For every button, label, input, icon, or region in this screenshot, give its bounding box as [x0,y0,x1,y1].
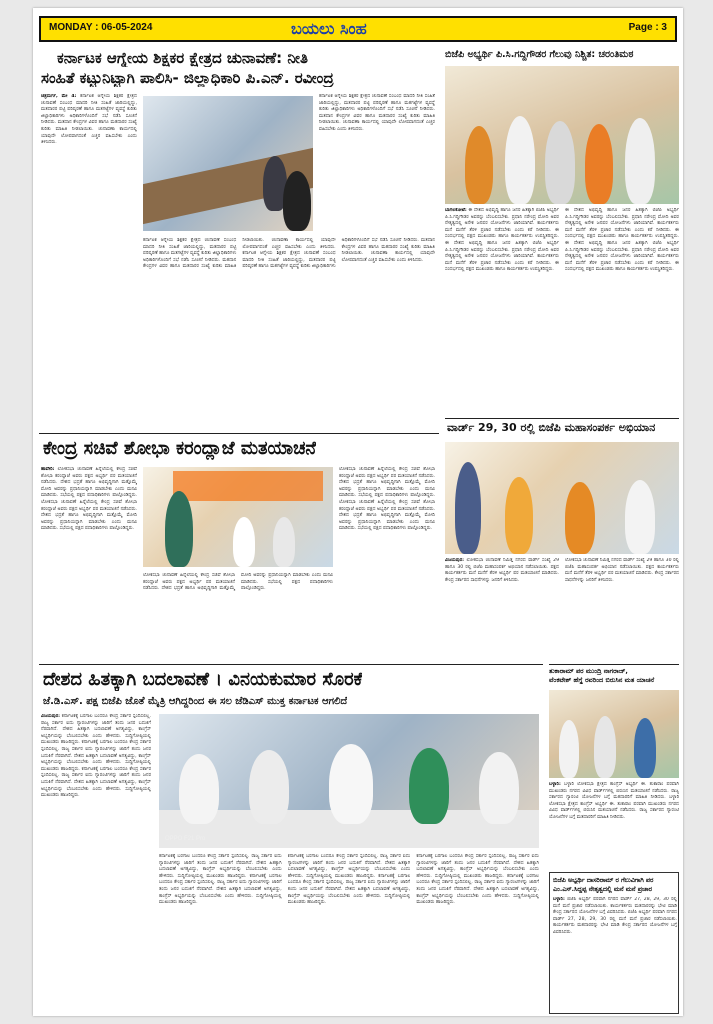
person-shape [409,748,449,824]
person-shape [465,126,493,204]
newspaper-title: ಬಯಲು ಸಿಂಹ [291,19,367,38]
body-text: ಬಿಜೆಪಿ ಅಭ್ಯರ್ಥಿ ಪರವಾಗಿ ನಗರದ ವಾರ್ಡ್ 27, 28, 29, 30 ರಲ್ಲಿ ಮನೆ ಮನೆ ಪ್ರಚಾರ ನಡೆಸಲಾಯಿತು. ಕಾರ್ಯಕರ್ತರು ಮತದಾರರನ್ನು ಭೇಟಿ ಮಾಡಿ ಕೇಂದ್ರ ಸರ್ಕಾರದ ಯೋಜನೆಗಳ ಬಗ್ಗೆ ವಿವರಿಸಿದರು. [553,910,677,935]
body-text: ಕರ್ನಾಟಕಕ್ಕೆ ಬರಗಾಲ ಬಂದರೂ ಕೇಂದ್ರ ಸರ್ಕಾರ ಸ್ಪಂದಿಸಲಿಲ್ಲ. ರಾಜ್ಯ ಸರ್ಕಾರ ಐದು ಗ್ಯಾರಂಟಿಗಳನ್ನು ಜಾರಿಗೆ ತಂದು ಜನರ ಬದುಕಿಗೆ ನೆರವಾಗಿದೆ. ದೇಶದ ಹಿತಕ್ಕಾಗಿ ಬದಲಾವಣೆ ಅಗತ್ಯವಿದ್ದು, ಕಾಂಗ್ರೆಸ್ ಅಭ್ಯರ್ಥಿಯನ್ನು ಬೆಂಬಲಿಸಬೇಕು ಎಂದು ಹೇಳಿದರು. ಸುದ್ದಿಗೋಷ್ಠಿಯಲ್ಲಿ ಮುಖಂಡರು ಹಾಜರಿದ್ದರು. [416,873,540,906]
press-meet-photo [159,714,539,848]
body-text: ಈ ದೇಶದ ಅಭಿವೃದ್ಧಿ ಹಾಗೂ ಜನರ ಹಿತಕ್ಕಾಗಿ ಬಿಜೆಪಿ ಅಭ್ಯರ್ಥಿ ಪಿ.ಸಿ.ಗದ್ದಿಗೌಡರ ಅವರನ್ನು ಬೆಂಬಲಿಸಬೇಕು. ಪ್ರಧಾನಿ ನರೇಂದ್ರ ಮೋದಿ ಅವರ ನೇತೃತ್ವದಲ್ಲಿ ಅನೇಕ ಜನಪರ ಯೋಜನೆಗಳು ಜಾರಿಯಾಗಿವೆ. ಕಾರ್ಯಕರ್ತರು ಮನೆ ಮನೆಗೆ ತೆರಳಿ ಪ್ರಚಾರ ನಡೆಸಬೇಕು ಎಂದು ಕರೆ ನೀಡಿದರು. ಈ ಸಂದರ್ಭದಲ್ಲಿ ಪಕ್ಷದ ಮುಖಂಡರು ಹಾಗೂ ಕಾರ್ಯಕರ್ತರು ಉಪಸ್ಥಿತರಿದ್ದರು. [565,240,679,273]
page-number: Page : 3 [628,22,667,33]
body-text: ಕರ್ನಾಟಕಕ್ಕೆ ಬರಗಾಲ ಬಂದರೂ ಕೇಂದ್ರ ಸರ್ಕಾರ ಸ್ಪಂದಿಸಲಿಲ್ಲ. ರಾಜ್ಯ ಸರ್ಕಾರ ಐದು ಗ್ಯಾರಂಟಿಗಳನ್ನು ಜಾರಿಗೆ ತಂದು ಜನರ ಬದುಕಿಗೆ ನೆರವಾಗಿದೆ. ದೇಶದ ಹಿತಕ್ಕಾಗಿ ಬದಲಾವಣೆ ಅಗತ್ಯವಿದ್ದು, ಕಾಂಗ್ರೆಸ್ ಅಭ್ಯರ್ಥಿಯನ್ನು ಬೆಂಬಲಿಸಬೇಕು ಎಂದು ಹೇಳಿದರು. ಸುದ್ದಿಗೋಷ್ಠಿಯಲ್ಲಿ ಮುಖಂಡರು ಹಾಜರಿದ್ದರು. [159,873,282,906]
dateline: ವಿಜಯಪುರ: [445,558,464,563]
body-column [445,208,559,414]
body-text: ಕರ್ನಾಟಕ ಆಗ್ನೇಯ ಶಿಕ್ಷಕರ ಕ್ಷೇತ್ರದ ಚುನಾವಣೆ ಸಂಬಂಧ ಮಾದರಿ ನೀತಿ ಸಂಹಿತೆ ಜಾರಿಯಲ್ಲಿದ್ದು, ಮತದಾರರ ಪಟ್ಟಿ ಪರಿಷ್ಕರಣೆ ಹಾಗೂ ಮತಗಟ್ಟೆಗಳ ವ್ಯವಸ್ಥೆ ಕುರಿತು ಜಿಲ್ಲಾಧಿಕಾರಿಗಳು ಅಧಿಕಾರಿಗಳೊಂದಿಗೆ ಸಭೆ ನಡೆಸಿ ಸೂಚನೆ ನೀಡಿದರು. ಮತದಾನ ಕೇಂದ್ರಗಳ ವಿವರ ಹಾಗೂ ಮತದಾರರ ಸಂಖ್ಯೆ ಕುರಿತು ಮಾಹಿತಿ ನೀಡಲಾಯಿತು. ಚುನಾವಣಾ ಕಾರ್ಯದಲ್ಲಿ ಯಾವುದೇ ಲೋಪವಾಗದಂತೆ ಎಚ್ಚರ ವಹಿಸಬೇಕು ಎಂದು ತಿಳಿಸಿದರು. [143,238,336,270]
body-column [288,854,411,1010]
campaign-photo [445,442,679,554]
dateline: ಬಳ್ಳಾರಿ: [549,782,561,787]
body-text: ಲೋಕಸಭಾ ಚುನಾವಣೆ ನಿಮಿತ್ತ ನಗರದ ವಾರ್ಡ್ ಸಂಖ್ಯೆ 29 ಹಾಗೂ 30 ರಲ್ಲಿ ಬಿಜೆಪಿ ಮಹಾಸಂಪರ್ಕ ಅಭಿಯಾನ ನಡೆಸಲಾಯಿತು. ಪಕ್ಷದ ಕಾರ್ಯಕರ್ತರು ಮನೆ ಮನೆಗೆ ತೆರಳಿ ಅಭ್ಯರ್ಥಿ ಪರ ಮತಯಾಚನೆ ಮಾಡಿದರು. ಕೇಂದ್ರ ಸರ್ಕಾರದ ಸಾಧನೆಗಳನ್ನು ಜನರಿಗೆ ತಿಳಿಸಿದರು. [445,558,559,583]
body-text: ಈ ದೇಶದ ಅಭಿವೃದ್ಧಿ ಹಾಗೂ ಜನರ ಹಿತಕ್ಕಾಗಿ ಬಿಜೆಪಿ ಅಭ್ಯರ್ಥಿ ಪಿ.ಸಿ.ಗದ್ದಿಗೌಡರ ಅವರನ್ನು ಬೆಂಬಲಿಸಬೇಕು. ಪ್ರಧಾನಿ ನರೇಂದ್ರ ಮೋದಿ ಅವರ ನೇತೃತ್ವದಲ್ಲಿ ಅನೇಕ ಜನಪರ ಯೋಜನೆಗಳು ಜಾರಿಯಾಗಿವೆ. ಕಾರ್ಯಕರ್ತರು ಮನೆ ಮನೆಗೆ ತೆರಳಿ ಪ್ರಚಾರ ನಡೆಸಬೇಕು ಎಂದು ಕರೆ ನೀಡಿದರು. ಈ ಸಂದರ್ಭದಲ್ಲಿ ಪಕ್ಷದ ಮುಖಂಡರು ಹಾಗೂ ಕಾರ್ಯಕರ್ತರು ಉಪಸ್ಥಿತರಿದ್ದರು. [445,240,559,273]
rally-photo [445,66,679,204]
person-shape [505,116,535,204]
article-body-lower [143,238,435,426]
person-shape [165,491,193,567]
article-minister-campaign [39,433,439,661]
article-body [549,782,679,868]
headline-line-2: ಎಂ.ಎಸ್.ಸಿದ್ದಪ್ಪ ನೇತೃತ್ವದಲ್ಲಿ ಮನೆ ಮನೆ ಪ್ರಚಾರ [553,886,652,893]
person-shape [625,480,655,554]
divider [39,664,543,665]
person-shape [625,118,655,204]
article-body-continued [339,467,435,657]
article-body [41,714,151,1010]
person-shape [594,716,616,778]
dateline: ಬಳ್ಳಾರಿ: [553,897,565,902]
body-column [159,854,282,1010]
dateline: ಬಾಗಲಕೋಟೆ: [445,208,467,213]
person-shape [634,718,656,778]
headline: ಬಿಜೆಪಿ ಅಭ್ಯರ್ಥಿ ಪಿ.ಸಿ.ಗದ್ದಿಗೌಡರ ಗೆಲುವು ನಿಶ್ಚಿತ: ಚರಂತಿಮಠ [445,50,634,60]
headline-line-2: ವೆಂಕಟೇಶ್ ಹೆಗ್ಡೆ ರವರಿಂದ ಬಿರುಸಿನ ಮತ ಯಾಚನೆ [549,677,655,684]
body-column [565,558,679,654]
headline: ಕೇಂದ್ರ ಸಚಿವೆ ಶೋಭಾ ಕರಂದ್ಲಾಜೆ ಮತಯಾಚನೆ [43,439,317,459]
person-shape [565,482,595,554]
article-tukaram [549,664,679,869]
dateline: ಹಾವೇರಿ: [41,467,55,472]
body-text: ಬಳ್ಳಾರಿ ಲೋಕಸಭಾ ಕ್ಷೇತ್ರದ ಕಾಂಗ್ರೆಸ್ ಅಭ್ಯರ್ಥಿ ಈ. ತುಕಾರಾಂ ಪರವಾಗಿ ಮುಖಂಡರು ನಗರದ ವಿವಿಧ ವಾರ್ಡ್‌ಗಳಲ್ಲಿ ಬಿರುಸಿನ ಮತಯಾಚನೆ ನಡೆಸಿದರು. ರಾಜ್ಯ ಸರ್ಕಾರದ ಗ್ಯಾರಂಟಿ ಯೋಜನೆಗಳ ಬಗ್ಗೆ ಮತದಾರರಿಗೆ ಮಾಹಿತಿ ನೀಡಿದರು. [549,795,679,820]
person-shape [559,720,579,778]
body-text: ಕರ್ನಾಟಕಕ್ಕೆ ಬರಗಾಲ ಬಂದರೂ ಕೇಂದ್ರ ಸರ್ಕಾರ ಸ್ಪಂದಿಸಲಿಲ್ಲ. ರಾಜ್ಯ ಸರ್ಕಾರ ಐದು ಗ್ಯಾರಂಟಿಗಳನ್ನು ಜಾರಿಗೆ ತಂದು ಜನರ ಬದುಕಿಗೆ ನೆರವಾಗಿದೆ. ದೇಶದ ಹಿತಕ್ಕಾಗಿ ಬದಲಾವಣೆ ಅಗತ್ಯವಿದ್ದು, ಕಾಂಗ್ರೆಸ್ ಅಭ್ಯರ್ಥಿಯನ್ನು ಬೆಂಬಲಿಸಬೇಕು ಎಂದು ಹೇಳಿದರು. ಸುದ್ದಿಗೋಷ್ಠಿಯಲ್ಲಿ ಮುಖಂಡರು ಹಾಜರಿದ್ದರು. [287,854,411,879]
body-text: ಕರ್ನಾಟಕಕ್ಕೆ ಬರಗಾಲ ಬಂದರೂ ಕೇಂದ್ರ ಸರ್ಕಾರ ಸ್ಪಂದಿಸಲಿಲ್ಲ. ರಾಜ್ಯ ಸರ್ಕಾರ ಐದು ಗ್ಯಾರಂಟಿಗಳನ್ನು ಜಾರಿಗೆ ತಂದು ಜನರ ಬದುಕಿಗೆ ನೆರವಾಗಿದೆ. ದೇಶದ ಹಿತಕ್ಕಾಗಿ ಬದಲಾವಣೆ ಅಗತ್ಯವಿದ್ದು, ಕಾಂಗ್ರೆಸ್ ಅಭ್ಯರ್ಥಿಯನ್ನು ಬೆಂಬಲಿಸಬೇಕು ಎಂದು ಹೇಳಿದರು. ಸುದ್ದಿಗೋಷ್ಠಿಯಲ್ಲಿ ಮುಖಂಡರು ಹಾಜರಿದ್ದರು. [159,854,282,879]
body-text: ಲೋಕಸಭಾ ಚುನಾವಣೆ ಹಿನ್ನೆಲೆಯಲ್ಲಿ ಕೇಂದ್ರ ಸಚಿವೆ ಶೋಭಾ ಕರಂದ್ಲಾಜೆ ಅವರು ಪಕ್ಷದ ಅಭ್ಯರ್ಥಿ ಪರ ಮತಯಾಚನೆ ನಡೆಸಿದರು. ದೇಶದ ಭದ್ರತೆ ಹಾಗೂ ಅಭಿವೃದ್ಧಿಗಾಗಿ ಮತ್ತೊಮ್ಮೆ ಮೋದಿ ಅವರನ್ನು ಪ್ರಧಾನಿಯನ್ನಾಗಿ ಮಾಡಬೇಕು ಎಂದು ಮನವಿ ಮಾಡಿದರು. ಸಭೆಯಲ್ಲಿ ಪಕ್ಷದ ಪದಾಧಿಕಾರಿಗಳು ಪಾಲ್ಗೊಂಡಿದ್ದರು. [143,573,333,592]
article-body-lower [143,573,333,657]
person-shape [455,462,481,554]
issue-date: MONDAY : 06-05-2024 [49,22,153,33]
article-body [41,94,137,426]
person-shape [249,750,289,824]
article-body [445,208,679,414]
masthead [39,16,677,42]
body-column [565,208,679,414]
body-text: ಈ ದೇಶದ ಅಭಿವೃದ್ಧಿ ಹಾಗೂ ಜನರ ಹಿತಕ್ಕಾಗಿ ಬಿಜೆಪಿ ಅಭ್ಯರ್ಥಿ ಪಿ.ಸಿ.ಗದ್ದಿಗೌಡರ ಅವರನ್ನು ಬೆಂಬಲಿಸಬೇಕು. ಪ್ರಧಾನಿ ನರೇಂದ್ರ ಮೋದಿ ಅವರ ನೇತೃತ್ವದಲ್ಲಿ ಅನೇಕ ಜನಪರ ಯೋಜನೆಗಳು ಜಾರಿಯಾಗಿವೆ. ಕಾರ್ಯಕರ್ತರು ಮನೆ ಮನೆಗೆ ತೆರಳಿ ಪ್ರಚಾರ ನಡೆಸಬೇಕು ಎಂದು ಕರೆ ನೀಡಿದರು. ಈ ಸಂದರ್ಭದಲ್ಲಿ ಪಕ್ಷದ ಮುಖಂಡರು ಹಾಗೂ ಕಾರ್ಯಕರ್ತರು ಉಪಸ್ಥಿತರಿದ್ದರು. [565,208,679,240]
person-shape [545,121,575,204]
body-text: ಈ ದೇಶದ ಅಭಿವೃದ್ಧಿ ಹಾಗೂ ಜನರ ಹಿತಕ್ಕಾಗಿ ಬಿಜೆಪಿ ಅಭ್ಯರ್ಥಿ ಪಿ.ಸಿ.ಗದ್ದಿಗೌಡರ ಅವರನ್ನು ಬೆಂಬಲಿಸಬೇಕು. ಪ್ರಧಾನಿ ನರೇಂದ್ರ ಮೋದಿ ಅವರ ನೇತೃತ್ವದಲ್ಲಿ ಅನೇಕ ಜನಪರ ಯೋಜನೆಗಳು ಜಾರಿಯಾಗಿವೆ. ಕಾರ್ಯಕರ್ತರು ಮನೆ ಮನೆಗೆ ತೆರಳಿ ಪ್ರಚಾರ ನಡೆಸಬೇಕು ಎಂದು ಕರೆ ನೀಡಿದರು. ಈ ಸಂದರ್ಭದಲ್ಲಿ ಪಕ್ಷದ ಮುಖಂಡರು ಹಾಗೂ ಕಾರ್ಯಕರ್ತರು ಉಪಸ್ಥಿತರಿದ್ದರು. [445,208,559,240]
person-shape [273,517,295,567]
person-shape [179,754,219,824]
minister-photo [143,467,333,567]
divider [549,664,679,665]
person-shape [479,752,519,824]
article-body-lower [159,854,539,1010]
person-shape [585,124,613,204]
headline: ಕರ್ನಾಟಕ ಆಗ್ನೇಯ ಶಿಕ್ಷಕರ ಕ್ಷೇತ್ರದ ಚುನಾವಣೆ: ನೀತಿ [57,50,308,67]
person-shape [283,171,311,231]
stage-banner [173,471,323,501]
dateline: ಚಿತ್ರದುರ್ಗ, ಮೇ 4: [41,94,77,99]
campaign-photo [549,690,679,778]
body-text: ಬಿಜೆಪಿ ಅಭ್ಯರ್ಥಿ ಪರವಾಗಿ ನಗರದ ವಾರ್ಡ್ 27, 28, 29, 30 ರಲ್ಲಿ ಮನೆ ಮನೆ ಪ್ರಚಾರ ನಡೆಸಲಾಯಿತು. ಕಾರ್ಯಕರ್ತರು ಮತದಾರರನ್ನು ಭೇಟಿ ಮಾಡಿ ಕೇಂದ್ರ ಸರ್ಕಾರದ ಯೋಜನೆಗಳ ಬಗ್ಗೆ ವಿವರಿಸಿದರು. [553,897,677,916]
body-text: ಕರ್ನಾಟಕ ಆಗ್ನೇಯ ಶಿಕ್ಷಕರ ಕ್ಷೇತ್ರದ ಚುನಾವಣೆ ಸಂಬಂಧ ಮಾದರಿ ನೀತಿ ಸಂಹಿತೆ ಜಾರಿಯಲ್ಲಿದ್ದು, ಮತದಾರರ ಪಟ್ಟಿ ಪರಿಷ್ಕರಣೆ ಹಾಗೂ ಮತಗಟ್ಟೆಗಳ ವ್ಯವಸ್ಥೆ ಕುರಿತು ಜಿಲ್ಲಾಧಿಕಾರಿಗಳು ಅಧಿಕಾರಿಗಳೊಂದಿಗೆ ಸಭೆ ನಡೆಸಿ ಸೂಚನೆ ನೀಡಿದರು. ಮತದಾನ ಕೇಂದ್ರಗಳ ವಿವರ ಹಾಗೂ ಮತದಾರರ ಸಂಖ್ಯೆ ಕುರಿತು ಮಾಹಿತಿ ನೀಡಲಾಯಿತು. ಚುನಾವಣಾ ಕಾರ್ಯದಲ್ಲಿ ಯಾವುದೇ ಲೋಪವಾಗದಂತೆ ಎಚ್ಚರ ವಹಿಸಬೇಕು ಎಂದು ತಿಳಿಸಿದರು. [319,94,435,132]
dateline: ವಿಜಯಪುರ: [41,714,60,719]
article-bjp-candidate [445,48,679,418]
divider [445,418,679,419]
body-text: ಕರ್ನಾಟಕ ಆಗ್ನೇಯ ಶಿಕ್ಷಕರ ಕ್ಷೇತ್ರದ ಚುನಾವಣೆ ಸಂಬಂಧ ಮಾದರಿ ನೀತಿ ಸಂಹಿತೆ ಜಾರಿಯಲ್ಲಿದ್ದು, ಮತದಾರರ ಪಟ್ಟಿ ಪರಿಷ್ಕರಣೆ ಹಾಗೂ ಮತಗಟ್ಟೆಗಳ ವ್ಯವಸ್ಥೆ ಕುರಿತು ಜಿಲ್ಲಾಧಿಕಾರಿಗಳು ಅಧಿಕಾರಿಗಳೊಂದಿಗೆ ಸಭೆ ನಡೆಸಿ ಸೂಚನೆ ನೀಡಿದರು. ಮತದಾನ ಕೇಂದ್ರಗಳ ವಿವರ ಹಾಗೂ ಮತದಾರರ ಸಂಖ್ಯೆ ಕುರಿತು ಮಾಹಿತಿ ನೀಡಲಾಯಿತು. ಚುನಾವಣಾ ಕಾರ್ಯದಲ್ಲಿ ಯಾವುದೇ ಲೋಪವಾಗದಂತೆ ಎಚ್ಚರ ವಹಿಸಬೇಕು ಎಂದು ತಿಳಿಸಿದರು. [242,238,435,270]
headline: ದೇಶದ ಹಿತಕ್ಕಾಗಿ ಬದಲಾವಣೆ । ವಿನಯಕುಮಾರ ಸೊರಕೆ [43,670,363,690]
article-teachers-election [39,48,439,431]
article-body [41,467,137,657]
body-text: ಲೋಕಸಭಾ ಚುನಾವಣೆ ಹಿನ್ನೆಲೆಯಲ್ಲಿ ಕೇಂದ್ರ ಸಚಿವೆ ಶೋಭಾ ಕರಂದ್ಲಾಜೆ ಅವರು ಪಕ್ಷದ ಅಭ್ಯರ್ಥಿ ಪರ ಮತಯಾಚನೆ ನಡೆಸಿದರು. ದೇಶದ ಭದ್ರತೆ ಹಾಗೂ ಅಭಿವೃದ್ಧಿಗಾಗಿ ಮತ್ತೊಮ್ಮೆ ಮೋದಿ ಅವರನ್ನು ಪ್ರಧಾನಿಯನ್ನಾಗಿ ಮಾಡಬೇಕು ಎಂದು ಮನವಿ ಮಾಡಿದರು. ಸಭೆಯಲ್ಲಿ ಪಕ್ಷದ ಪದಾಧಿಕಾರಿಗಳು ಪಾಲ್ಗೊಂಡಿದ್ದರು. [41,499,137,532]
body-text: ಲೋಕಸಭಾ ಚುನಾವಣೆ ಹಿನ್ನೆಲೆಯಲ್ಲಿ ಕೇಂದ್ರ ಸಚಿವೆ ಶೋಭಾ ಕರಂದ್ಲಾಜೆ ಅವರು ಪಕ್ಷದ ಅಭ್ಯರ್ಥಿ ಪರ ಮತಯಾಚನೆ ನಡೆಸಿದರು. ದೇಶದ ಭದ್ರತೆ ಹಾಗೂ ಅಭಿವೃದ್ಧಿಗಾಗಿ ಮತ್ತೊಮ್ಮೆ ಮೋದಿ ಅವರನ್ನು ಪ್ರಧಾನಿಯನ್ನಾಗಿ ಮಾಡಬೇಕು ಎಂದು ಮನವಿ ಮಾಡಿದರು. ಸಭೆಯಲ್ಲಿ ಪಕ್ಷದ ಪದಾಧಿಕಾರಿಗಳು ಪಾಲ್ಗೊಂಡಿದ್ದರು. [339,499,435,532]
newspaper-page [33,8,683,1016]
person-shape [233,517,255,567]
body-text: ಲೋಕಸಭಾ ಚುನಾವಣೆ ಹಿನ್ನೆಲೆಯಲ್ಲಿ ಕೇಂದ್ರ ಸಚಿವೆ ಶೋಭಾ ಕರಂದ್ಲಾಜೆ ಅವರು ಪಕ್ಷದ ಅಭ್ಯರ್ಥಿ ಪರ ಮತಯಾಚನೆ ನಡೆಸಿದರು. ದೇಶದ ಭದ್ರತೆ ಹಾಗೂ ಅಭಿವೃದ್ಧಿಗಾಗಿ ಮತ್ತೊಮ್ಮೆ ಮೋದಿ ಅವರನ್ನು ಪ್ರಧಾನಿಯನ್ನಾಗಿ ಮಾಡಬೇಕು ಎಂದು ಮನವಿ ಮಾಡಿದರು. ಸಭೆಯಲ್ಲಿ ಪಕ್ಷದ ಪದಾಧಿಕಾರಿಗಳು ಪಾಲ್ಗೊಂಡಿದ್ದರು. [339,467,435,499]
body-text: ಕರ್ನಾಟಕಕ್ಕೆ ಬರಗಾಲ ಬಂದರೂ ಕೇಂದ್ರ ಸರ್ಕಾರ ಸ್ಪಂದಿಸಲಿಲ್ಲ. ರಾಜ್ಯ ಸರ್ಕಾರ ಐದು ಗ್ಯಾರಂಟಿಗಳನ್ನು ಜಾರಿಗೆ ತಂದು ಜನರ ಬದುಕಿಗೆ ನೆರವಾಗಿದೆ. ದೇಶದ ಹಿತಕ್ಕಾಗಿ ಬದಲಾವಣೆ ಅಗತ್ಯವಿದ್ದು, ಕಾಂಗ್ರೆಸ್ ಅಭ್ಯರ್ಥಿಯನ್ನು ಬೆಂಬಲಿಸಬೇಕು ಎಂದು ಹೇಳಿದರು. ಸುದ್ದಿಗೋಷ್ಠಿಯಲ್ಲಿ ಮುಖಂಡರು ಹಾಜರಿದ್ದರು. [41,740,151,772]
meeting-photo [143,96,313,231]
subheadline: ಜೆ.ಡಿ.ಎಸ್. ಪಕ್ಷ ಬಿಜೆಪಿ ಜೊತೆ ಮೈತ್ರಿ ಆಗಿದ್ದರಿಂದ ಈ ಸಲ ಜೆಡಿಎಸ್ ಮುಕ್ತ ಕರ್ನಾಟಕ ಆಗಲಿದೆ [43,696,348,707]
body-text: ಕರ್ನಾಟಕಕ್ಕೆ ಬರಗಾಲ ಬಂದರೂ ಕೇಂದ್ರ ಸರ್ಕಾರ ಸ್ಪಂದಿಸಲಿಲ್ಲ. ರಾಜ್ಯ ಸರ್ಕಾರ ಐದು ಗ್ಯಾರಂಟಿಗಳನ್ನು ಜಾರಿಗೆ ತಂದು ಜನರ ಬದುಕಿಗೆ ನೆರವಾಗಿದೆ. ದೇಶದ ಹಿತಕ್ಕಾಗಿ ಬದಲಾವಣೆ ಅಗತ್ಯವಿದ್ದು, ಕಾಂಗ್ರೆಸ್ ಅಭ್ಯರ್ಥಿಯನ್ನು ಬೆಂಬಲಿಸಬೇಕು ಎಂದು ಹೇಳಿದರು. ಸುದ್ದಿಗೋಷ್ಠಿಯಲ್ಲಿ ಮುಖಂಡರು ಹಾಜರಿದ್ದರು. [41,714,151,746]
article-body-continued [319,94,435,234]
person-shape [505,477,533,554]
body-text: ಕರ್ನಾಟಕಕ್ಕೆ ಬರಗಾಲ ಬಂದರೂ ಕೇಂದ್ರ ಸರ್ಕಾರ ಸ್ಪಂದಿಸಲಿಲ್ಲ. ರಾಜ್ಯ ಸರ್ಕಾರ ಐದು ಗ್ಯಾರಂಟಿಗಳನ್ನು ಜಾರಿಗೆ ತಂದು ಜನರ ಬದುಕಿಗೆ ನೆರವಾಗಿದೆ. ದೇಶದ ಹಿತಕ್ಕಾಗಿ ಬದಲಾವಣೆ ಅಗತ್ಯವಿದ್ದು, ಕಾಂಗ್ರೆಸ್ ಅಭ್ಯರ್ಥಿಯನ್ನು ಬೆಂಬಲಿಸಬೇಕು ಎಂದು ಹೇಳಿದರು. ಸುದ್ದಿಗೋಷ್ಠಿಯಲ್ಲಿ ಮುಖಂಡರು ಹಾಜರಿದ್ದರು. [41,766,151,799]
divider [39,433,439,434]
headline-line-2: ಸಂಹಿತೆ ಕಟ್ಟುನಿಟ್ಟಾಗಿ ಪಾಲಿಸಿ- ಜಿಲ್ಲಾಧಿಕಾರಿ ಪಿ.ಎನ್. ರವೀಂದ್ರ [41,70,334,87]
person-shape [329,744,373,824]
body-text: ಕರ್ನಾಟಕಕ್ಕೆ ಬರಗಾಲ ಬಂದರೂ ಕೇಂದ್ರ ಸರ್ಕಾರ ಸ್ಪಂದಿಸಲಿಲ್ಲ. ರಾಜ್ಯ ಸರ್ಕಾರ ಐದು ಗ್ಯಾರಂಟಿಗಳನ್ನು ಜಾರಿಗೆ ತಂದು ಜನರ ಬದುಕಿಗೆ ನೆರವಾಗಿದೆ. ದೇಶದ ಹಿತಕ್ಕಾಗಿ ಬದಲಾವಣೆ ಅಗತ್ಯವಿದ್ದು, ಕಾಂಗ್ರೆಸ್ ಅಭ್ಯರ್ಥಿಯನ್ನು ಬೆಂಬಲಿಸಬೇಕು ಎಂದು ಹೇಳಿದರು. ಸುದ್ದಿಗೋಷ್ಠಿಯಲ್ಲಿ ಮುಖಂಡರು ಹಾಜರಿದ್ದರು. [416,854,540,879]
body-column [416,854,539,1010]
headline: ತುಕಾರಾಮ್ ಪರ ಮುಂದ್ರಿ ನಾಗರಾಜ್, [549,668,628,675]
body-text: ಕರ್ನಾಟಕ ಆಗ್ನೇಯ ಶಿಕ್ಷಕರ ಕ್ಷೇತ್ರದ ಚುನಾವಣೆ ಸಂಬಂಧ ಮಾದರಿ ನೀತಿ ಸಂಹಿತೆ ಜಾರಿಯಲ್ಲಿದ್ದು, ಮತದಾರರ ಪಟ್ಟಿ ಪರಿಷ್ಕರಣೆ ಹಾಗೂ ಮತಗಟ್ಟೆಗಳ ವ್ಯವಸ್ಥೆ ಕುರಿತು ಜಿಲ್ಲಾಧಿಕಾರಿಗಳು ಅಧಿಕಾರಿಗಳೊಂದಿಗೆ ಸಭೆ ನಡೆಸಿ ಸೂಚನೆ ನೀಡಿದರು. ಮತದಾನ ಕೇಂದ್ರಗಳ ವಿವರ ಹಾಗೂ ಮತದಾರರ ಸಂಖ್ಯೆ ಕುರಿತು ಮಾಹಿತಿ ನೀಡಲಾಯಿತು. ಚುನಾವಣಾ ಕಾರ್ಯದಲ್ಲಿ ಯಾವುದೇ ಲೋಪವಾಗದಂತೆ ಎಚ್ಚರ ವಹಿಸಬೇಕು ಎಂದು ತಿಳಿಸಿದರು. [41,94,137,146]
article-sorake [39,664,543,1014]
headline: ವಾರ್ಡ್ 29, 30 ರಲ್ಲಿ ಬಿಜೆಪಿ ಮಹಾಸಂಪರ್ಕ ಅಭಿಯಾನ [447,422,656,434]
body-text: ಲೋಕಸಭಾ ಚುನಾವಣೆ ಹಿನ್ನೆಲೆಯಲ್ಲಿ ಕೇಂದ್ರ ಸಚಿವೆ ಶೋಭಾ ಕರಂದ್ಲಾಜೆ ಅವರು ಪಕ್ಷದ ಅಭ್ಯರ್ಥಿ ಪರ ಮತಯಾಚನೆ ನಡೆಸಿದರು. ದೇಶದ ಭದ್ರತೆ ಹಾಗೂ ಅಭಿವೃದ್ಧಿಗಾಗಿ ಮತ್ತೊಮ್ಮೆ ಮೋದಿ ಅವರನ್ನು ಪ್ರಧಾನಿಯನ್ನಾಗಿ ಮಾಡಬೇಕು ಎಂದು ಮನವಿ ಮಾಡಿದರು. ಸಭೆಯಲ್ಲಿ ಪಕ್ಷದ ಪದಾಧಿಕಾರಿಗಳು ಪಾಲ್ಗೊಂಡಿದ್ದರು. [41,467,137,499]
body-text: ಲೋಕಸಭಾ ಚುನಾವಣೆ ನಿಮಿತ್ತ ನಗರದ ವಾರ್ಡ್ ಸಂಖ್ಯೆ 29 ಹಾಗೂ 30 ರಲ್ಲಿ ಬಿಜೆಪಿ ಮಹಾಸಂಪರ್ಕ ಅಭಿಯಾನ ನಡೆಸಲಾಯಿತು. ಪಕ್ಷದ ಕಾರ್ಯಕರ್ತರು ಮನೆ ಮನೆಗೆ ತೆರಳಿ ಅಭ್ಯರ್ಥಿ ಪರ ಮತಯಾಚನೆ ಮಾಡಿದರು. ಕೇಂದ್ರ ಸರ್ಕಾರದ ಸಾಧನೆಗಳನ್ನು ಜನರಿಗೆ ತಿಳಿಸಿದರು. [565,558,679,583]
photo-watermark: OPPO F21 Pro [165,836,206,842]
body-text: ಕರ್ನಾಟಕಕ್ಕೆ ಬರಗಾಲ ಬಂದರೂ ಕೇಂದ್ರ ಸರ್ಕಾರ ಸ್ಪಂದಿಸಲಿಲ್ಲ. ರಾಜ್ಯ ಸರ್ಕಾರ ಐದು ಗ್ಯಾರಂಟಿಗಳನ್ನು ಜಾರಿಗೆ ತಂದು ಜನರ ಬದುಕಿಗೆ ನೆರವಾಗಿದೆ. ದೇಶದ ಹಿತಕ್ಕಾಗಿ ಬದಲಾವಣೆ ಅಗತ್ಯವಿದ್ದು, ಕಾಂಗ್ರೆಸ್ ಅಭ್ಯರ್ಥಿಯನ್ನು ಬೆಂಬಲಿಸಬೇಕು ಎಂದು ಹೇಳಿದರು. ಸುದ್ದಿಗೋಷ್ಠಿಯಲ್ಲಿ ಮುಖಂಡರು ಹಾಜರಿದ್ದರು. [287,873,411,906]
article-ward-campaign [445,418,679,658]
article-body [553,897,677,1011]
article-door-to-door [549,872,679,1014]
headline: ಬಿಜೆಪಿ ಅಭ್ಯರ್ಥಿ ದಾಸರಿರಾಮ್ ರ ಗೆಲುವಿಗಾಗಿ ಪರ [553,877,654,884]
article-body [445,558,679,654]
body-text: ಬಳ್ಳಾರಿ ಲೋಕಸಭಾ ಕ್ಷೇತ್ರದ ಕಾಂಗ್ರೆಸ್ ಅಭ್ಯರ್ಥಿ ಈ. ತುಕಾರಾಂ ಪರವಾಗಿ ಮುಖಂಡರು ನಗರದ ವಿವಿಧ ವಾರ್ಡ್‌ಗಳಲ್ಲಿ ಬಿರುಸಿನ ಮತಯಾಚನೆ ನಡೆಸಿದರು. ರಾಜ್ಯ ಸರ್ಕಾರದ ಗ್ಯಾರಂಟಿ ಯೋಜನೆಗಳ ಬಗ್ಗೆ ಮತದಾರರಿಗೆ ಮಾಹಿತಿ ನೀಡಿದರು. [549,782,679,801]
body-column [445,558,559,654]
